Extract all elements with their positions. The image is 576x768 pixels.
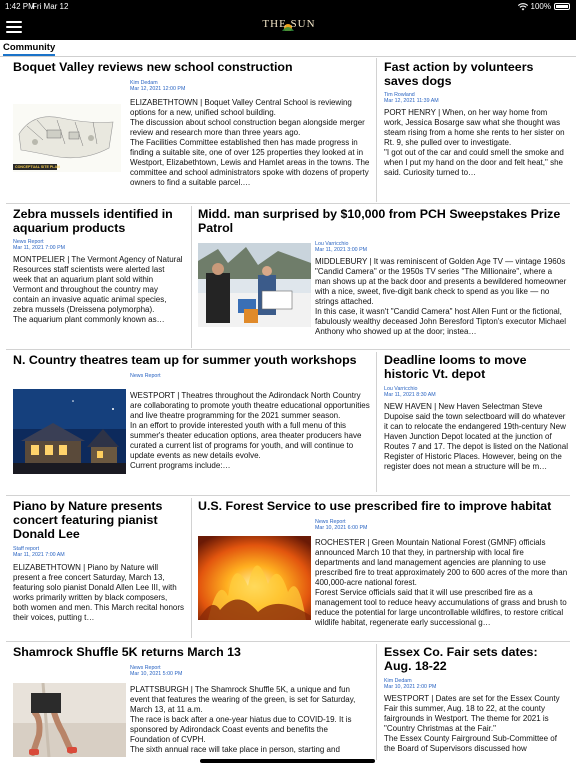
- article-author: Lou Varricchio: [384, 386, 418, 392]
- article-paragraph: ELIZABETHTOWN | Boquet Valley Central School is reviewing options for a new, unified school building.: [130, 98, 352, 117]
- article-card[interactable]: [13, 353, 371, 491]
- article-author: Staff report: [13, 546, 40, 552]
- article-author: Lou Varricchio: [315, 241, 349, 247]
- article-card[interactable]: [13, 60, 371, 200]
- battery-icon: [554, 3, 570, 10]
- row-divider: [6, 641, 570, 642]
- article-date: Mar 10, 2021 2:00 PM: [384, 684, 437, 691]
- article-card[interactable]: [384, 353, 568, 491]
- article-summary: [13, 563, 185, 623]
- article-meta: [13, 546, 185, 559]
- article-paragraph: The aquarium plant commonly known as…: [13, 314, 165, 324]
- article-paragraph: WESTPORT | Dates are set for the Essex County Fair this summer, Aug. 18 to 22, at the county fairgrounds in Westport. The theme for 2021 is "Country Christmas at the Fair.": [384, 693, 560, 733]
- article-paragraph: In an effort to provide interested youth with a full menu of this summer's theater education options, area theater producers have curated a current list of programs for youth, and will continue to update events as new details evolve.: [130, 421, 362, 460]
- article-author: News Report: [130, 665, 161, 671]
- article-card[interactable]: [13, 645, 371, 757]
- hamburger-menu-icon[interactable]: [6, 21, 22, 34]
- row-divider: [6, 203, 570, 204]
- article-author: Kim Dedam: [130, 80, 158, 86]
- logo-text: THE SUN: [262, 18, 316, 30]
- article-author: Tim Rowland: [384, 92, 415, 98]
- article-summary: [130, 685, 370, 755]
- article-paragraph: MONTPELIER | The Vermont Agency of Natural Resources staff scientists were alerted last week that an aquarium plant sold within Vermont and throughout the country may contain an invasive aquatic animal species, zebra mussels (Dreissena polymorpha).: [13, 254, 183, 314]
- article-meta: [130, 373, 161, 379]
- column-divider: [191, 498, 192, 638]
- article-date: Mar 12, 2021 11:39 AM: [384, 98, 439, 105]
- article-paragraph: WESTPORT | Theatres throughout the Adirondack North Country are collaborating to promote youth theatre educational opportunities and live theatre programming for the 2021 summer season.: [130, 391, 370, 420]
- article-meta: [13, 239, 185, 252]
- article-paragraph: The sixth annual race will take place in person, starting and: [130, 745, 340, 754]
- image-caption: CONCEPTUAL SITE PLAN: [15, 165, 60, 169]
- article-paragraph: The discussion about school construction began alongside merger review and research more than three years ago.: [130, 118, 365, 137]
- article-summary: [130, 98, 370, 198]
- article-author: News Report: [130, 373, 161, 379]
- article-summary: [315, 257, 568, 337]
- status-date: Fri Mar 12: [32, 2, 69, 11]
- row-divider: [6, 495, 570, 496]
- article-meta: [130, 665, 182, 678]
- article-paragraph: "I got out of the car and could smell the smoke and when I put my hand on the door and felt heat," she said. Curiosity turned to…: [384, 147, 564, 177]
- article-paragraph: Forest Service officials said that it will use prescribed fire as a management tool to reduce heavy accumulations of grass and brush to reduce the potential for large uncontrollable wildfires, to restore critical wildlife habitat, regenerate early successional g…: [315, 588, 567, 627]
- article-card[interactable]: [13, 499, 185, 637]
- battery-percent: 100%: [530, 2, 551, 11]
- prize-patrol-photo: [198, 243, 311, 327]
- article-date: Mar 10, 2021 5:00 PM: [130, 671, 183, 678]
- article-paragraph: Current programs include:…: [130, 461, 231, 470]
- article-summary: [13, 255, 185, 325]
- article-summary: [130, 391, 370, 471]
- article-paragraph: The Essex County Fairground Sub-Committee of the Board of Supervisors discussed how: [384, 733, 557, 753]
- article-meta: [315, 519, 367, 532]
- article-headline[interactable]: Fast action by volunteers saves dogs: [384, 60, 534, 88]
- column-divider: [376, 644, 377, 760]
- article-headline[interactable]: N. Country theatres team up for summer youth workshops: [13, 353, 357, 367]
- article-headline[interactable]: Zebra mussels identified in aquarium products: [13, 207, 173, 235]
- article-summary: [384, 694, 568, 754]
- tab-community[interactable]: Community: [3, 42, 55, 56]
- article-paragraph: In this case, it wasn't "Candid Camera" host Allen Funt or the fictional, fabulously wealthy deceased John Beresford Tipton's executor Michael Anthony who showed up at the door; instea…: [315, 307, 567, 336]
- article-paragraph: PLATTSBURGH | The Shamrock Shuffle 5K, a unique and fun event that features the wearing of the green, is set for Saturday, March 13, at 11 a.m.: [130, 685, 356, 714]
- article-card[interactable]: [13, 207, 185, 347]
- article-author: News Report: [315, 519, 346, 525]
- app-header: [0, 14, 576, 40]
- article-paragraph: ROCHESTER | Green Mountain National Forest (GMNF) officials announced March 10 that they, in partnership with local fire departments and land management agencies are planning to use prescribed fire to treat approximately 200 to 600 acres of the more than 400,000-acre national forest.: [315, 538, 568, 587]
- row-divider: [6, 349, 570, 350]
- article-headline[interactable]: Deadline looms to move historic Vt. depot: [384, 353, 527, 381]
- article-date: Mar 11, 2021 7:00 AM: [13, 552, 65, 559]
- article-headline[interactable]: Boquet Valley reviews new school construction: [13, 60, 293, 74]
- article-meta: [384, 386, 568, 399]
- article-date: Mar 11, 2021 7:00 PM: [13, 245, 66, 252]
- column-divider: [376, 352, 377, 492]
- home-indicator[interactable]: [200, 759, 375, 763]
- article-card[interactable]: [198, 499, 568, 637]
- article-date: Mar 11, 2021 3:00 PM: [315, 247, 368, 254]
- article-meta: [315, 241, 367, 254]
- prescribed-fire-photo: [198, 536, 311, 620]
- section-tabs: [0, 40, 576, 57]
- wifi-icon: [518, 3, 528, 11]
- runner-photo: [13, 683, 126, 757]
- article-date: Mar 11, 2021 8:30 AM: [384, 392, 436, 399]
- article-paragraph: NEW HAVEN | New Haven Selectman Steve Dupoise said the town selectboard will do whatever it can to relocate the endangered 19th-century New Haven Junction Depot located at the junction of Routes 7 and 17. The depot is listed on the National Register of Historic Places. However, being on the register does not mean a structure will be m…: [384, 401, 568, 471]
- school-concept-map-image: [13, 104, 121, 172]
- article-card[interactable]: [384, 60, 568, 200]
- article-paragraph: The Facilities Committee established then has made progress in finding a suitable site, one of over 125 properties they looked at in Westport, Elizabethtown, Lewis and Hamlet areas in the towns. The committee and school administrators spoke with dozens of property owners to find a suitable parcel.…: [130, 138, 370, 187]
- column-divider: [376, 58, 377, 202]
- article-headline[interactable]: Shamrock Shuffle 5K returns March 13: [13, 645, 241, 659]
- article-paragraph: ELIZABETHTOWN | Piano by Nature will present a free concert Saturday, March 13, featuring solo pianist Donald Allen Lee III, with works primarily written by black composers, both women and men. This March recital honors their voices, putting t…: [13, 562, 185, 622]
- status-bar: [0, 0, 576, 14]
- article-summary: [384, 108, 568, 178]
- article-headline[interactable]: Essex Co. Fair sets dates: Aug. 18-22: [384, 645, 538, 673]
- status-time: 1:42 PM: [5, 2, 35, 11]
- article-meta: [384, 92, 568, 105]
- article-summary: [315, 538, 568, 628]
- article-date: Mar 12, 2021 12:00 PM: [130, 86, 186, 93]
- article-headline[interactable]: Midd. man surprised by $10,000 from PCH Sweepstakes Prize Patrol: [198, 207, 561, 235]
- article-date: Mar 10, 2021 6:00 PM: [315, 525, 368, 532]
- article-summary: [384, 402, 568, 472]
- article-headline[interactable]: U.S. Forest Service to use prescribed fire to improve habitat: [198, 499, 552, 513]
- article-author: News Report: [13, 239, 44, 245]
- article-card[interactable]: [198, 207, 568, 347]
- theatre-night-photo: [13, 389, 126, 474]
- article-paragraph: PORT HENRY | When, on her way home from work, Jessica Bosarge saw what she thought was steam rising from a home she rents to her sister on Rt. 9, she pulled over to investigate.: [384, 107, 565, 147]
- the-sun-logo[interactable]: [260, 17, 318, 39]
- article-card[interactable]: [384, 645, 568, 757]
- article-meta: [384, 678, 568, 691]
- article-paragraph: MIDDLEBURY | It was reminiscent of Golden Age TV — vintage 1960s "Candid Camera" or the 1950s TV series "The Millionaire", where a man shows up at the back door and presents a bewildered homeowner with a nice, sweet, five-digit bank check to spend as you like — no strings attached.: [315, 257, 567, 306]
- article-paragraph: The race is back after a one-year hiatus due to COVID-19. It is sponsored by Adirondack Coast events and benefits the Foundation of CVPH.: [130, 715, 352, 744]
- article-meta: [130, 80, 185, 93]
- article-author: Kim Dedam: [384, 678, 412, 684]
- column-divider: [191, 206, 192, 348]
- article-headline[interactable]: Piano by Nature presents concert featuring pianist Donald Lee: [13, 499, 163, 541]
